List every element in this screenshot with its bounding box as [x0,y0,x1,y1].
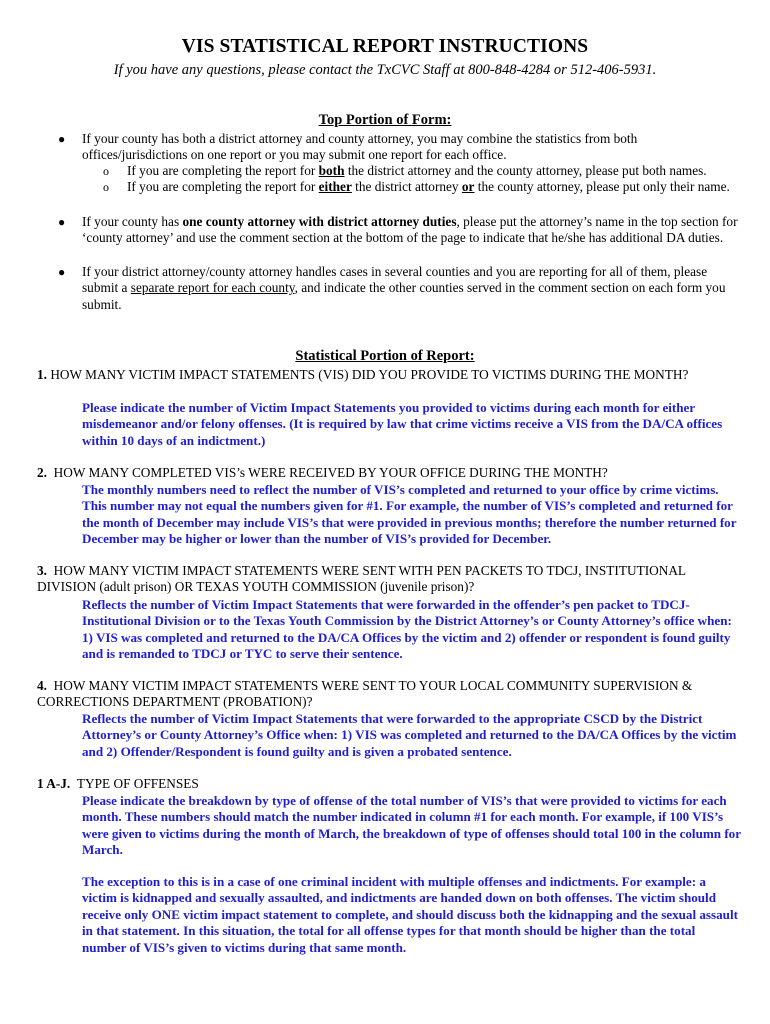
statistical-portion-heading: Statistical Portion of Report: [295,348,475,364]
answer-2: The monthly numbers need to reflect the number of VIS’s completed and returned to your office by crime victims. This number may not equal the numbers given for #1. For example, the number of VIS’s completed and returned for the month of December may include VIS’s that were provided in previous months; therefore the number returned for December may be higher or lower than the number of VIS’s provided for December. [82,482,737,547]
sub-bullet-2: If you are completing the report for either the district attorney or the county attorney, please put only their name. [127,179,730,194]
answer-3: Reflects the number of Victim Impact Statements that were forwarded in the offender’s pen packet to TDCJ-Institutional Division or to the Texas Youth Commission by the District Attorney’s or County Attorney’s office when: 1) VIS was completed and returned to the DA/CA Offices by the victim and 2) offender or respondent is found guilty and is remanded to TDCJ or TYC to serve their sentence. [82,597,732,662]
answer-1aj-exception: The exception to this is in a case of one criminal incident with multiple offenses and indictments. For example: a victim is kidnapped and sexually assaulted, and indictments are handed down on both offenses. The victim should receive only ONE victim impact statement to complete, and should discuss both the kidnapping and the sexual assault in that statement. In this situation, the total for all offense types for that month should be higher than the total number of VIS’s given to victims during that same month. [82,874,738,955]
page-subtitle: If you have any questions, please contact the TxCVC Staff at 800-848-4284 or 512-406-5931. [113,62,657,78]
bullet-dot: ● [58,265,66,279]
sub-bullet-circle: o [103,164,109,178]
question-2: 2. HOW MANY COMPLETED VIS’s WERE RECEIVED BY YOUR OFFICE DURING THE MONTH? [37,465,608,480]
answer-4: Reflects the number of Victim Impact Statements that were forwarded to the appropriate CSCD by the District Attorney’s or County Attorney’s Office when: 1) VIS was completed and returned to the DA/CA Offices by the victim and 2) Offender/Respondent is found guilty and is given a probated sentence. [82,711,737,759]
bullet-dot: ● [58,132,66,146]
answer-1aj: Please indicate the breakdown by type of offense of the total number of VIS’s that were provided to victims for each month. These numbers should match the number indicated in column #1 for each month. For example, if 100 VIS’s were given to victims during the month of March, the breakdown of type of offenses should total 100 in the column for March. [82,793,741,858]
bullet-1-text: If your county has both a district attorney and county attorney, you may combine the statistics from both offices/jurisdictions on one report or you may submit one report for each office. [82,131,638,163]
bullet-dot: ● [58,215,66,229]
bullet-3-text: If your district attorney/county attorney handles cases in several counties and you are reporting for all of them, please submit a separate report for each county, and indicate the other counties served in the comment section on each form you submit. [82,264,726,312]
sub-bullet-1: If you are completing the report for both the district attorney and the county attorney, please put both names. [127,163,707,178]
question-4: 4. HOW MANY VICTIM IMPACT STATEMENTS WERE SENT TO YOUR LOCAL COMMUNITY SUPERVISION & CORRECTIONS DEPARTMENT (PROBATION)? [37,678,693,710]
question-1aj: 1 A-J. TYPE OF OFFENSES [37,776,199,791]
question-3: 3. HOW MANY VICTIM IMPACT STATEMENTS WERE SENT WITH PEN PACKETS TO TDCJ, INSTITUTIONAL DIVISION (adult prison) OR TEXAS YOUTH COMMISSION (juvenile prison)? [37,563,686,595]
page-title: VIS STATISTICAL REPORT INSTRUCTIONS [181,36,589,57]
sub-bullet-circle: o [103,180,109,194]
bullet-2-text: If your county has one county attorney with district attorney duties, please put the attorney’s name in the top section for ‘county attorney’ and use the comment section at the bottom of the page to indicate that he/she has additional DA duties. [82,214,738,246]
question-1: 1. HOW MANY VICTIM IMPACT STATEMENTS (VIS) DID YOU PROVIDE TO VICTIMS DURING THE MONTH? [37,367,689,382]
top-portion-heading: Top Portion of Form: [318,112,452,128]
answer-1: Please indicate the number of Victim Impact Statements you provided to victims during each month for either misdemeanor and/or felony offenses. (It is required by law that crime victims receive a VIS from the DA/CA offices within 10 days of an indictment.) [82,400,723,448]
